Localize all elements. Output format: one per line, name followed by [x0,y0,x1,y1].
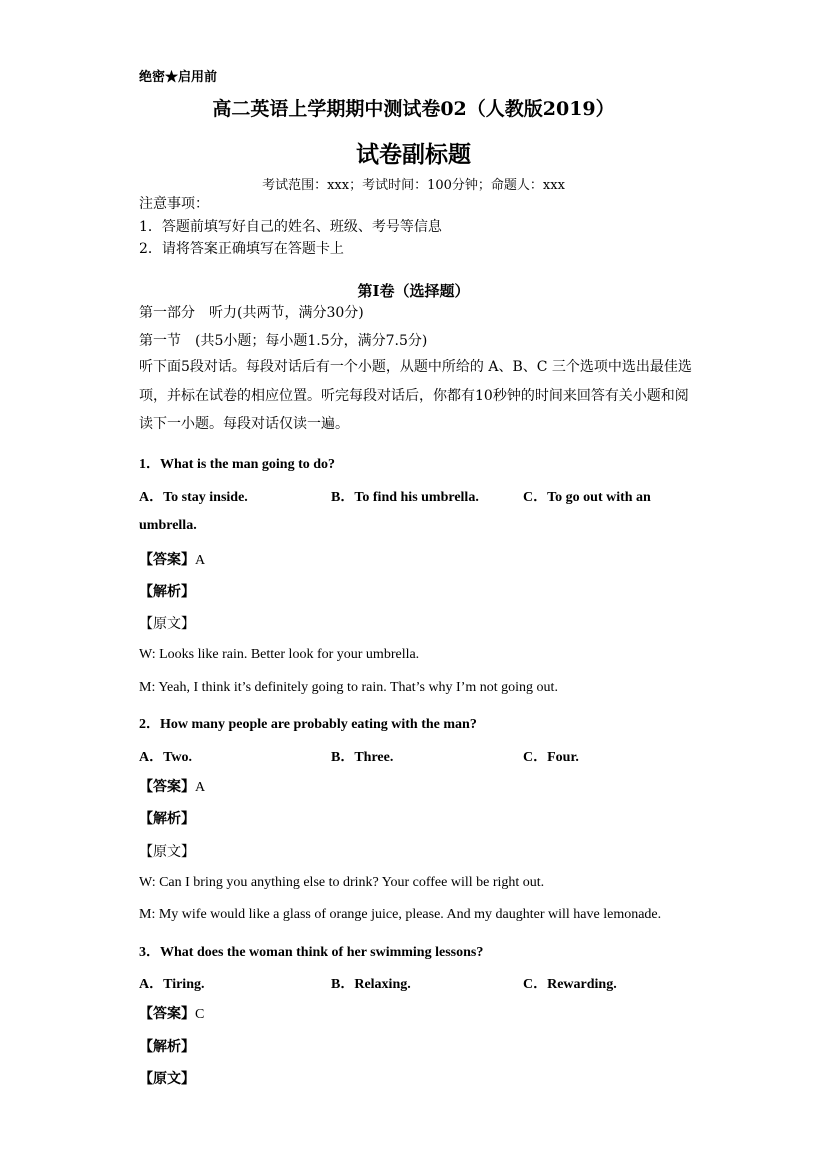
option-c: C．To go out with an [523,490,651,505]
note-item: 2．请将答案正确填写在答题卡上 [139,241,344,257]
question-stem: 1．What is the man going to do? [139,457,336,472]
transcript-label: 【原文】 [139,844,195,860]
note-item: 1．答题前填写好自己的姓名、班级、考号等信息 [139,219,442,235]
confidential-mark: 绝密★启用前 [139,70,218,85]
option-a: A．To stay inside. [139,490,248,505]
analysis-label: 【解析】 [139,811,195,827]
subpart-heading: 第一节 (共5小题；每小题1.5分，满分7.5分) [139,333,428,349]
option-a: A．Two. [139,750,193,765]
answer-value: A [195,553,206,568]
answer-value: A [195,780,206,795]
option-c: C．Rewarding. [523,977,617,992]
analysis-label: 【解析】 [139,1039,195,1055]
answer-line [139,776,205,796]
option-b: B．Relaxing. [331,977,411,992]
transcript-label: 【原文】 [139,1071,195,1087]
option-a: A．Tiring. [139,977,205,992]
notes-heading: 注意事项： [139,196,209,212]
instructions: 听下面5段对话。每段对话后有一个小题，从题中所给的 A、B、C 三个选项中选出最佳选项，并标在试卷的相应位置。听完每段对话后，你都有10秒钟的时间来回答有关小题和阅读下一小题。每段对话仅读一遍。 [139,359,692,432]
answer-label: 【答案】 [139,779,195,795]
exam-title: 高二英语上学期期中测试卷02（人教版2019） [212,98,615,120]
transcript-label: 【原文】 [139,616,195,632]
answer-line [139,549,205,569]
transcript-line: M: My wife would like a glass of orange juice, please. And my daughter will have lemonade. [139,907,662,922]
option-c-continued: umbrella. [139,518,197,533]
option-b: B．Three. [331,750,394,765]
question-stem: 2．How many people are probably eating with the man? [139,717,477,732]
part-heading: 第一部分 听力(共两节，满分30分) [139,305,364,321]
analysis-label: 【解析】 [139,584,195,600]
answer-line [139,1003,204,1023]
transcript-line: W: Looks like rain. Better look for your umbrella. [139,647,420,662]
option-b: B．To find his umbrella. [331,490,479,505]
option-c: C．Four. [523,750,579,765]
transcript-line: W: Can I bring you anything else to drink? Your coffee will be right out. [139,875,545,890]
answer-value: C [195,1007,205,1022]
section-title: 第I卷（选择题） [357,282,470,300]
answer-label: 【答案】 [139,552,195,568]
question-stem: 3．What does the woman think of her swimming lessons? [139,945,484,960]
answer-label: 【答案】 [139,1006,195,1022]
exam-subtitle: 试卷副标题 [356,141,471,168]
exam-info: 考试范围：xxx；考试时间：100分钟；命题人：xxx [262,178,565,193]
transcript-line: M: Yeah, I think it’s definitely going to rain. That’s why I’m not going out. [139,680,558,695]
